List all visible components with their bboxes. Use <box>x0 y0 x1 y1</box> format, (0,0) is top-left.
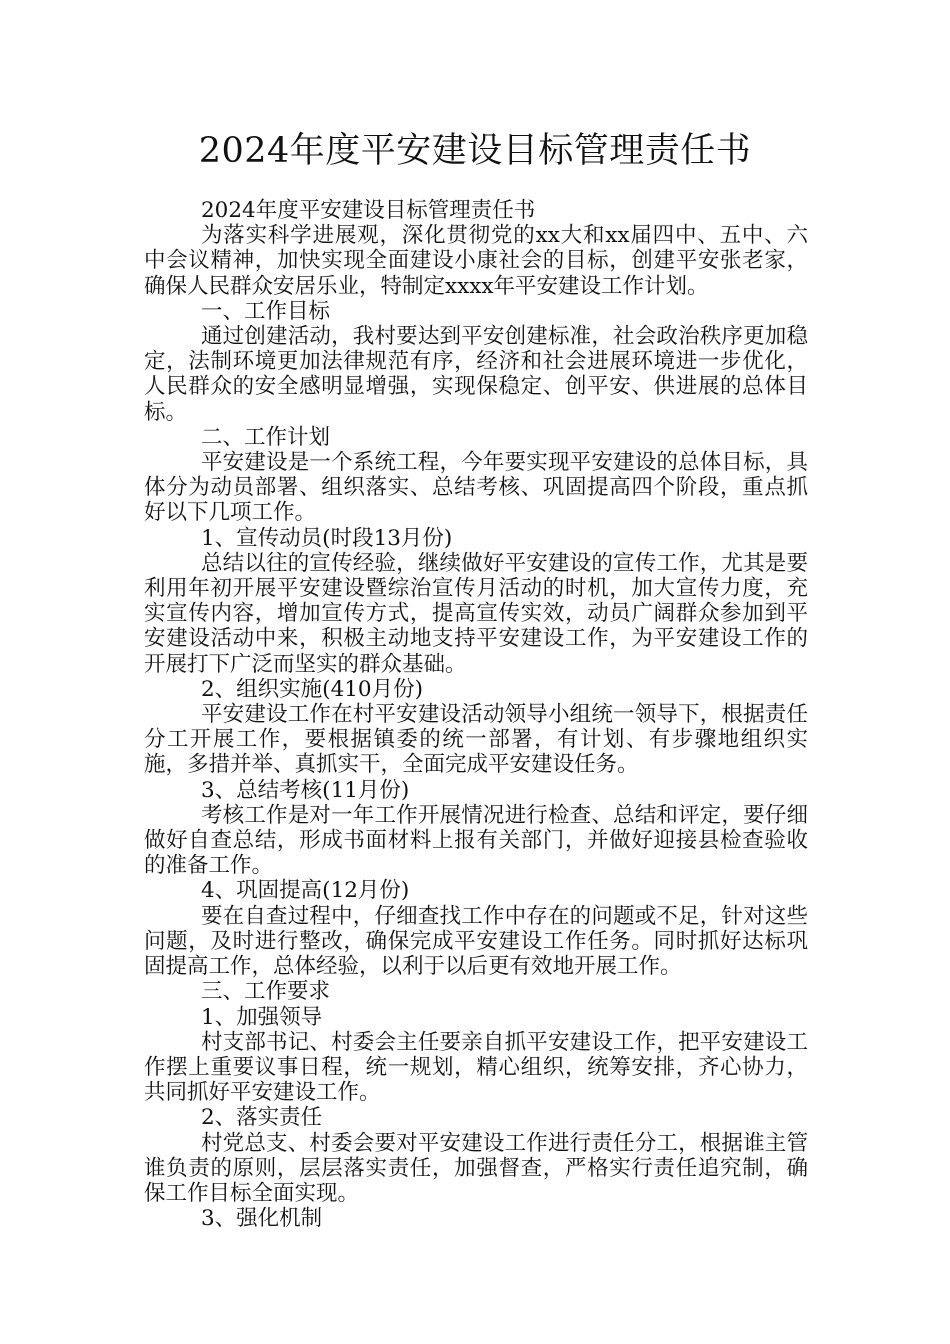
subsection-heading: 2、落实责任 <box>201 1105 323 1131</box>
document-body <box>144 198 808 1231</box>
paragraph: 平安建设工作在村平安建设活动领导小组统一领导下，根据责任分工开展工作，要根据镇委的统一部署，有计划、有步骤地组织实施，多措并举、真抓实干，全面完成平安建设任务。 <box>144 702 808 778</box>
subsection-heading: 3、强化机制 <box>201 1206 323 1232</box>
section-heading: 三、工作要求 <box>201 979 331 1005</box>
section-heading: 二、工作计划 <box>201 424 331 450</box>
subsection-heading: 1、加强领导 <box>201 1004 323 1030</box>
paragraph: 总结以往的宣传经验，继续做好平安建设的宣传工作，尤其是要利用年初开展平安建设暨综治宣传月活动的时机，加大宣传力度，充实宣传内容，增加宣传方式，提高宣传实效，动员广阔群众参加到平安建设活动中来，积极主动地支持平安建设工作，为平安建设工作的开展打下广泛而坚实的群众基础。 <box>144 550 808 677</box>
paragraph: 村支部书记、村委会主任要亲自抓平安建设工作，把平安建设工作摆上重要议事日程，统一规划，精心组织，统筹安排，齐心协力，共同抓好平安建设工作。 <box>144 1029 808 1106</box>
paragraph: 为落实科学进展观，深化贯彻党的xx大和xx届四中、五中、六中会议精神，加快实现全面建设小康社会的目标，创建平安张老家，确保人民群众安居乐业，特制定xxxx年平安建设工作计划。 <box>144 223 808 299</box>
paragraph: 平安建设是一个系统工程，今年要实现平安建设的总体目标，具体分为动员部署、组织落实、总结考核、巩固提高四个阶段，重点抓好以下几项工作。 <box>144 450 808 526</box>
paragraph: 要在自查过程中，仔细查找工作中存在的问题或不足，针对这些问题，及时进行整改，确保完成平安建设工作任务。同时抓好达标巩固提高工作，总体经验，以利于以后更有效地开展工作。 <box>144 903 808 980</box>
subsection-heading: 1、宣传动员(时段13月份) <box>201 525 453 551</box>
paragraph: 考核工作是对一年工作开展情况进行检查、总结和评定，要仔细做好自查总结，形成书面材料上报有关部门，并做好迎接县检查验收的准备工作。 <box>144 802 808 879</box>
section-heading: 一、工作目标 <box>201 298 331 324</box>
document-title: 2024年度平安建设目标管理责任书 <box>198 131 752 171</box>
paragraph: 村党总支、村委会要对平安建设工作进行责任分工，根据谁主管谁负责的原则，层层落实责任，加强督查，严格实行责任追究制，确保工作目标全面实现。 <box>144 1130 808 1206</box>
paragraph: 2024年度平安建设目标管理责任书 <box>201 198 536 223</box>
paragraph: 通过创建活动，我村要达到平安创建标准，社会政治秩序更加稳定，法制环境更加法律规范有序，经济和社会进展环境进一步优化，人民群众的安全感明显增强，实现保稳定、创平安、供进展的总体目标。 <box>144 324 808 425</box>
subsection-heading: 3、总结考核(11月份) <box>201 777 410 803</box>
subsection-heading: 2、组织实施(410月份) <box>201 676 423 702</box>
subsection-heading: 4、巩固提高(12月份) <box>201 878 410 904</box>
